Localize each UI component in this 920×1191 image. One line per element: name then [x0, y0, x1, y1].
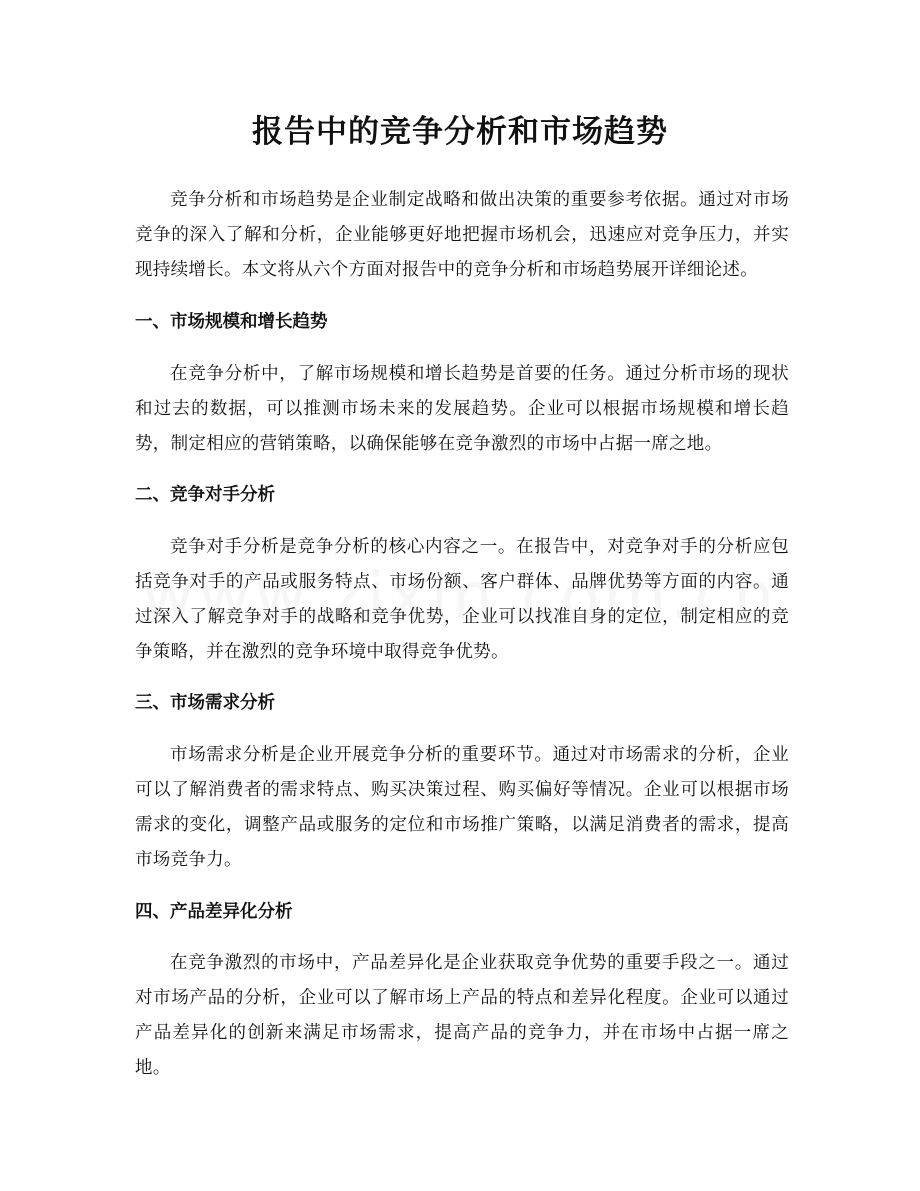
section-body-3: 市场需求分析是企业开展竞争分析的重要环节。通过对市场需求的分析，企业可以了解消费者的需求特点、购买决策过程、购买偏好等情况。企业可以根据市场需求的变化，调整产品或服务的定位和市场推广策略，以满足消费者的需求，提高市场竞争力。 — [135, 745, 789, 870]
section-heading-3: 三、市场需求分析 — [135, 693, 275, 713]
page-title: 报告中的竞争分析和市场趋势 — [252, 114, 668, 150]
section-body-4: 在竞争激烈的市场中，产品差异化是企业获取竞争优势的重要手段之一。通过对市场产品的分析，企业可以了解市场上产品的特点和差异化程度。企业可以通过产品差异化的创新来满足市场需求，提高产品的竞争力，并在市场中占据一席之地。 — [135, 953, 789, 1078]
section-heading-2: 二、竞争对手分析 — [135, 485, 275, 505]
intro-paragraph: 竞争分析和市场趋势是企业制定战略和做出决策的重要参考依据。通过对市场竞争的深入了解和分析，企业能够更好地把握市场机会，迅速应对竞争压力，并实现持续增长。本文将从六个方面对报告中的竞争分析和市场趋势展开详细论述。 — [135, 190, 789, 280]
section-heading-4: 四、产品差异化分析 — [135, 902, 293, 922]
section-body-1: 在竞争分析中，了解市场规模和增长趋势是首要的任务。通过分析市场的现状和过去的数据，可以推测市场未来的发展趋势。企业可以根据市场规模和增长趋势，制定相应的营销策略，以确保能够在竞争激烈的市场中占据一席之地。 — [135, 364, 789, 454]
section-body-2: 竞争对手分析是竞争分析的核心内容之一。在报告中，对竞争对手的分析应包括竞争对手的产品或服务特点、市场份额、客户群体、品牌优势等方面的内容。通过深入了解竞争对手的战略和竞争优势，企业可以找准自身的定位，制定相应的竞争策略，并在激烈的竞争环境中取得竞争优势。 — [135, 537, 789, 662]
section-heading-1: 一、市场规模和增长趋势 — [135, 312, 328, 332]
